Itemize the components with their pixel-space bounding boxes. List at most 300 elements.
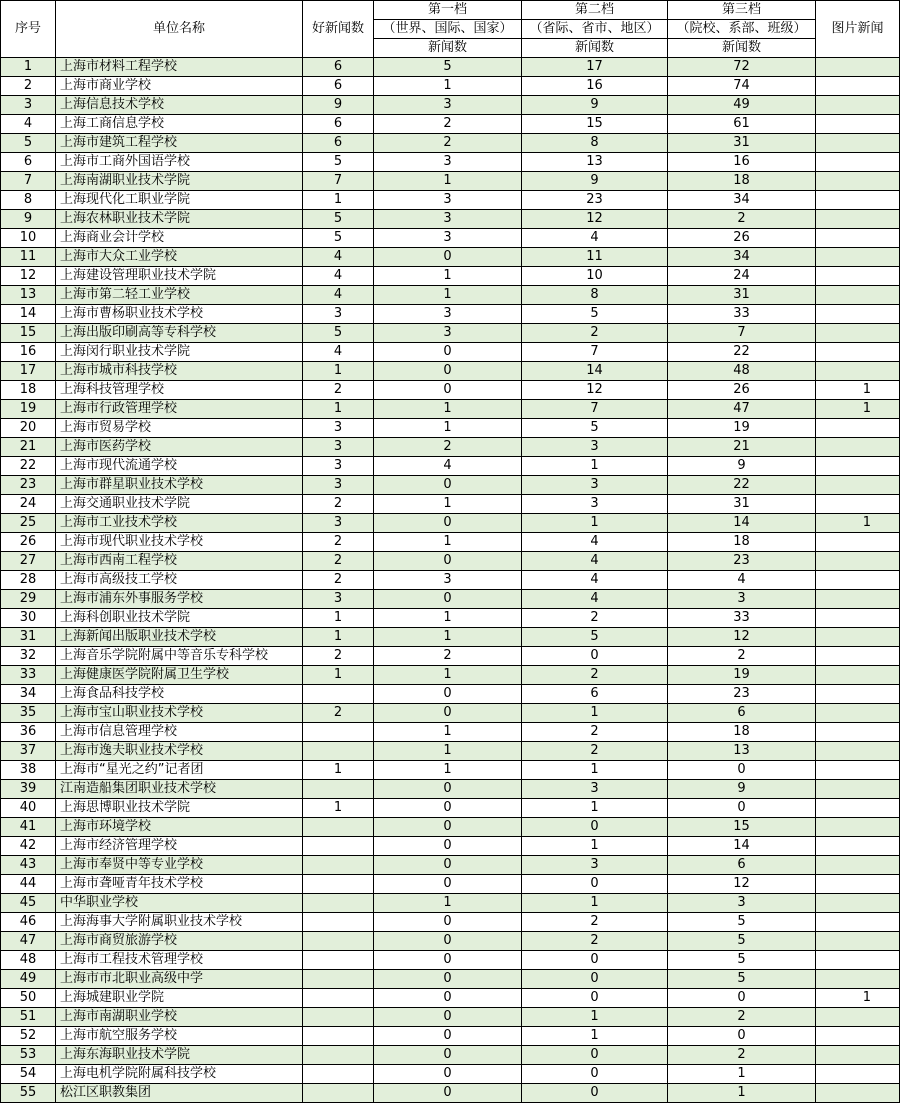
table-row — [1, 894, 900, 913]
cell-unit-name: 上海市宝山职业技术学校 — [56, 704, 303, 723]
table-row — [1, 476, 900, 495]
cell-tier1: 1 — [374, 609, 522, 628]
table-row — [1, 533, 900, 552]
cell-tier1: 0 — [374, 799, 522, 818]
cell-unit-name: 上海市曹杨职业技术学校 — [56, 305, 303, 324]
table-row — [1, 210, 900, 229]
cell-seq: 18 — [1, 381, 56, 400]
cell-seq: 50 — [1, 989, 56, 1008]
cell-good-news: 7 — [303, 172, 374, 191]
cell-tier2: 0 — [522, 818, 668, 837]
cell-good-news: 1 — [303, 666, 374, 685]
cell-good-news — [303, 685, 374, 704]
table-row — [1, 685, 900, 704]
cell-unit-name: 上海市工程技术管理学校 — [56, 951, 303, 970]
cell-tier2: 7 — [522, 400, 668, 419]
cell-picture-news — [816, 115, 900, 134]
cell-tier3: 1 — [668, 1084, 816, 1103]
cell-tier3: 72 — [668, 58, 816, 77]
cell-picture-news — [816, 970, 900, 989]
cell-good-news — [303, 1065, 374, 1084]
cell-tier2: 2 — [522, 324, 668, 343]
cell-seq: 8 — [1, 191, 56, 210]
cell-tier1: 1 — [374, 761, 522, 780]
cell-picture-news — [816, 780, 900, 799]
cell-picture-news — [816, 723, 900, 742]
cell-tier1: 3 — [374, 324, 522, 343]
cell-picture-news — [816, 362, 900, 381]
cell-tier3: 31 — [668, 134, 816, 153]
table-row — [1, 58, 900, 77]
table-row — [1, 761, 900, 780]
cell-tier2: 0 — [522, 970, 668, 989]
cell-unit-name: 上海农林职业技术学院 — [56, 210, 303, 229]
cell-unit-name: 上海市现代职业技术学校 — [56, 533, 303, 552]
cell-tier3: 12 — [668, 628, 816, 647]
cell-good-news — [303, 1046, 374, 1065]
cell-picture-news: 1 — [816, 381, 900, 400]
cell-unit-name: 上海市第二轻工业学校 — [56, 286, 303, 305]
cell-tier2: 0 — [522, 1065, 668, 1084]
cell-tier1: 3 — [374, 210, 522, 229]
cell-seq: 14 — [1, 305, 56, 324]
cell-picture-news — [816, 1046, 900, 1065]
cell-tier1: 0 — [374, 989, 522, 1008]
cell-picture-news — [816, 875, 900, 894]
cell-unit-name: 上海市航空服务学校 — [56, 1027, 303, 1046]
cell-tier1: 1 — [374, 172, 522, 191]
cell-seq: 36 — [1, 723, 56, 742]
cell-good-news — [303, 913, 374, 932]
cell-picture-news — [816, 894, 900, 913]
cell-unit-name: 上海海事大学附属职业技术学校 — [56, 913, 303, 932]
cell-picture-news — [816, 533, 900, 552]
cell-good-news: 2 — [303, 533, 374, 552]
cell-good-news: 1 — [303, 628, 374, 647]
cell-good-news: 6 — [303, 134, 374, 153]
table-row — [1, 96, 900, 115]
table-row — [1, 419, 900, 438]
cell-tier1: 3 — [374, 571, 522, 590]
cell-good-news: 1 — [303, 191, 374, 210]
cell-picture-news — [816, 229, 900, 248]
cell-unit-name: 上海市医药学校 — [56, 438, 303, 457]
header-tier1-title: 第一档 — [374, 1, 522, 20]
cell-tier1: 3 — [374, 96, 522, 115]
cell-unit-name: 松江区职教集团 — [56, 1084, 303, 1103]
table-row — [1, 1084, 900, 1103]
cell-tier2: 5 — [522, 305, 668, 324]
cell-seq: 17 — [1, 362, 56, 381]
cell-tier2: 10 — [522, 267, 668, 286]
cell-picture-news — [816, 1065, 900, 1084]
cell-tier1: 1 — [374, 533, 522, 552]
header-picture-news: 图片新闻 — [816, 1, 900, 58]
cell-tier2: 0 — [522, 989, 668, 1008]
cell-picture-news — [816, 324, 900, 343]
cell-tier2: 1 — [522, 514, 668, 533]
table-row — [1, 799, 900, 818]
table-row — [1, 856, 900, 875]
cell-tier1: 0 — [374, 381, 522, 400]
cell-good-news: 2 — [303, 552, 374, 571]
cell-seq: 20 — [1, 419, 56, 438]
cell-tier2: 0 — [522, 951, 668, 970]
cell-unit-name: 上海市建筑工程学校 — [56, 134, 303, 153]
table-row — [1, 704, 900, 723]
cell-tier1: 0 — [374, 1046, 522, 1065]
cell-tier3: 26 — [668, 381, 816, 400]
cell-tier2: 6 — [522, 685, 668, 704]
table-row — [1, 343, 900, 362]
cell-picture-news — [816, 932, 900, 951]
cell-seq: 32 — [1, 647, 56, 666]
table-row — [1, 723, 900, 742]
cell-good-news — [303, 932, 374, 951]
cell-tier3: 5 — [668, 932, 816, 951]
cell-unit-name: 上海市高级技工学校 — [56, 571, 303, 590]
cell-good-news: 3 — [303, 419, 374, 438]
cell-good-news: 3 — [303, 438, 374, 457]
cell-seq: 54 — [1, 1065, 56, 1084]
cell-unit-name: 上海市群星职业技术学校 — [56, 476, 303, 495]
cell-tier1: 1 — [374, 894, 522, 913]
cell-unit-name: 上海音乐学院附属中等音乐专科学校 — [56, 647, 303, 666]
cell-tier1: 0 — [374, 343, 522, 362]
cell-tier1: 0 — [374, 856, 522, 875]
cell-tier3: 34 — [668, 248, 816, 267]
cell-tier2: 12 — [522, 210, 668, 229]
cell-picture-news — [816, 1008, 900, 1027]
cell-tier1: 2 — [374, 134, 522, 153]
table-row — [1, 666, 900, 685]
cell-unit-name: 上海市“星光之约”记者团 — [56, 761, 303, 780]
table-row — [1, 324, 900, 343]
cell-tier2: 16 — [522, 77, 668, 96]
cell-tier2: 0 — [522, 1046, 668, 1065]
cell-seq: 40 — [1, 799, 56, 818]
cell-seq: 45 — [1, 894, 56, 913]
cell-tier1: 1 — [374, 495, 522, 514]
cell-tier3: 22 — [668, 476, 816, 495]
cell-tier3: 0 — [668, 761, 816, 780]
cell-good-news — [303, 951, 374, 970]
cell-tier3: 6 — [668, 856, 816, 875]
cell-tier3: 16 — [668, 153, 816, 172]
cell-good-news: 5 — [303, 153, 374, 172]
cell-tier1: 1 — [374, 723, 522, 742]
cell-good-news: 2 — [303, 647, 374, 666]
cell-tier3: 23 — [668, 552, 816, 571]
cell-tier2: 4 — [522, 571, 668, 590]
cell-seq: 38 — [1, 761, 56, 780]
cell-unit-name: 上海建设管理职业技术学院 — [56, 267, 303, 286]
cell-tier1: 3 — [374, 229, 522, 248]
cell-good-news: 6 — [303, 58, 374, 77]
cell-good-news: 1 — [303, 400, 374, 419]
cell-picture-news: 1 — [816, 514, 900, 533]
table-row — [1, 780, 900, 799]
cell-tier3: 31 — [668, 286, 816, 305]
cell-seq: 33 — [1, 666, 56, 685]
header-tier1-scope: （世界、国际、国家） — [374, 20, 522, 39]
cell-tier3: 34 — [668, 191, 816, 210]
table-row — [1, 514, 900, 533]
cell-picture-news — [816, 1084, 900, 1103]
cell-tier2: 9 — [522, 96, 668, 115]
cell-tier1: 1 — [374, 742, 522, 761]
table-row — [1, 837, 900, 856]
cell-tier1: 0 — [374, 1027, 522, 1046]
table-row — [1, 571, 900, 590]
cell-seq: 24 — [1, 495, 56, 514]
cell-tier1: 0 — [374, 590, 522, 609]
cell-unit-name: 上海食品科技学校 — [56, 685, 303, 704]
cell-unit-name: 上海市市北职业高级中学 — [56, 970, 303, 989]
cell-tier2: 2 — [522, 913, 668, 932]
cell-unit-name: 上海市大众工业学校 — [56, 248, 303, 267]
cell-tier3: 33 — [668, 305, 816, 324]
cell-seq: 30 — [1, 609, 56, 628]
cell-good-news — [303, 894, 374, 913]
cell-seq: 39 — [1, 780, 56, 799]
table-row — [1, 77, 900, 96]
table-row — [1, 951, 900, 970]
cell-good-news — [303, 970, 374, 989]
table-row — [1, 1027, 900, 1046]
table-row — [1, 457, 900, 476]
table-row — [1, 134, 900, 153]
cell-tier2: 1 — [522, 1008, 668, 1027]
cell-picture-news — [816, 343, 900, 362]
cell-tier3: 22 — [668, 343, 816, 362]
cell-seq: 12 — [1, 267, 56, 286]
cell-tier3: 61 — [668, 115, 816, 134]
cell-seq: 44 — [1, 875, 56, 894]
table-row — [1, 1065, 900, 1084]
cell-tier1: 0 — [374, 362, 522, 381]
cell-unit-name: 上海闵行职业技术学院 — [56, 343, 303, 362]
table-row — [1, 552, 900, 571]
cell-tier2: 1 — [522, 704, 668, 723]
cell-tier3: 49 — [668, 96, 816, 115]
cell-tier2: 5 — [522, 628, 668, 647]
cell-unit-name: 上海市商业学校 — [56, 77, 303, 96]
cell-picture-news — [816, 837, 900, 856]
table-row — [1, 115, 900, 134]
cell-seq: 23 — [1, 476, 56, 495]
cell-tier2: 8 — [522, 134, 668, 153]
cell-unit-name: 上海东海职业技术学院 — [56, 1046, 303, 1065]
cell-tier1: 0 — [374, 514, 522, 533]
cell-good-news: 3 — [303, 305, 374, 324]
table-row — [1, 932, 900, 951]
cell-tier1: 1 — [374, 77, 522, 96]
cell-unit-name: 上海科技管理学校 — [56, 381, 303, 400]
cell-seq: 25 — [1, 514, 56, 533]
cell-unit-name: 上海市浦东外事服务学校 — [56, 590, 303, 609]
cell-seq: 31 — [1, 628, 56, 647]
header-tier3-scope: （院校、系部、班级） — [668, 20, 816, 39]
header-tier2-unit: 新闻数 — [522, 39, 668, 58]
cell-picture-news — [816, 552, 900, 571]
cell-good-news: 2 — [303, 571, 374, 590]
cell-seq: 6 — [1, 153, 56, 172]
cell-tier3: 5 — [668, 913, 816, 932]
cell-seq: 27 — [1, 552, 56, 571]
cell-tier3: 12 — [668, 875, 816, 894]
cell-tier3: 0 — [668, 1027, 816, 1046]
cell-tier2: 2 — [522, 666, 668, 685]
cell-picture-news — [816, 799, 900, 818]
cell-tier1: 1 — [374, 286, 522, 305]
cell-seq: 7 — [1, 172, 56, 191]
cell-good-news: 3 — [303, 457, 374, 476]
cell-good-news — [303, 723, 374, 742]
table-body — [1, 58, 900, 1103]
cell-seq: 10 — [1, 229, 56, 248]
cell-unit-name: 上海市经济管理学校 — [56, 837, 303, 856]
cell-unit-name: 上海市聋哑青年技术学校 — [56, 875, 303, 894]
cell-picture-news — [816, 305, 900, 324]
cell-good-news: 3 — [303, 514, 374, 533]
cell-unit-name: 上海健康医学院附属卫生学校 — [56, 666, 303, 685]
cell-picture-news — [816, 153, 900, 172]
cell-tier1: 2 — [374, 438, 522, 457]
cell-good-news: 2 — [303, 704, 374, 723]
cell-picture-news — [816, 571, 900, 590]
cell-good-news: 2 — [303, 381, 374, 400]
cell-good-news — [303, 856, 374, 875]
cell-tier2: 23 — [522, 191, 668, 210]
cell-tier3: 14 — [668, 837, 816, 856]
cell-tier3: 2 — [668, 1046, 816, 1065]
cell-tier2: 12 — [522, 381, 668, 400]
cell-good-news: 1 — [303, 799, 374, 818]
cell-good-news: 5 — [303, 324, 374, 343]
cell-seq: 3 — [1, 96, 56, 115]
cell-tier1: 0 — [374, 685, 522, 704]
cell-picture-news — [816, 609, 900, 628]
cell-seq: 29 — [1, 590, 56, 609]
cell-unit-name: 上海信息技术学校 — [56, 96, 303, 115]
cell-tier3: 14 — [668, 514, 816, 533]
cell-tier3: 74 — [668, 77, 816, 96]
cell-unit-name: 江南造船集团职业技术学校 — [56, 780, 303, 799]
cell-tier2: 15 — [522, 115, 668, 134]
cell-tier2: 3 — [522, 495, 668, 514]
cell-tier1: 0 — [374, 913, 522, 932]
cell-unit-name: 上海市商贸旅游学校 — [56, 932, 303, 951]
cell-tier2: 2 — [522, 609, 668, 628]
cell-tier2: 4 — [522, 229, 668, 248]
cell-tier3: 3 — [668, 894, 816, 913]
cell-tier2: 7 — [522, 343, 668, 362]
cell-good-news: 4 — [303, 286, 374, 305]
cell-tier3: 31 — [668, 495, 816, 514]
cell-unit-name: 上海市贸易学校 — [56, 419, 303, 438]
cell-picture-news — [816, 96, 900, 115]
cell-good-news — [303, 1084, 374, 1103]
cell-unit-name: 上海市工商外国语学校 — [56, 153, 303, 172]
cell-good-news: 1 — [303, 761, 374, 780]
table-row — [1, 609, 900, 628]
header-tier3-unit: 新闻数 — [668, 39, 816, 58]
cell-picture-news — [816, 685, 900, 704]
cell-unit-name: 上海交通职业技术学院 — [56, 495, 303, 514]
cell-good-news — [303, 780, 374, 799]
cell-seq: 37 — [1, 742, 56, 761]
cell-tier2: 1 — [522, 837, 668, 856]
cell-unit-name: 上海市环境学校 — [56, 818, 303, 837]
cell-unit-name: 上海市材料工程学校 — [56, 58, 303, 77]
cell-tier2: 2 — [522, 723, 668, 742]
table-row — [1, 1046, 900, 1065]
cell-tier1: 2 — [374, 647, 522, 666]
cell-tier3: 2 — [668, 210, 816, 229]
cell-seq: 22 — [1, 457, 56, 476]
cell-picture-news — [816, 856, 900, 875]
cell-good-news — [303, 1027, 374, 1046]
cell-tier2: 3 — [522, 438, 668, 457]
cell-good-news: 5 — [303, 210, 374, 229]
cell-tier3: 0 — [668, 989, 816, 1008]
table-row — [1, 381, 900, 400]
cell-unit-name: 上海工商信息学校 — [56, 115, 303, 134]
cell-unit-name: 上海电机学院附属科技学校 — [56, 1065, 303, 1084]
cell-tier1: 0 — [374, 951, 522, 970]
cell-unit-name: 上海南湖职业技术学院 — [56, 172, 303, 191]
cell-tier2: 0 — [522, 647, 668, 666]
cell-good-news: 4 — [303, 343, 374, 362]
cell-tier3: 47 — [668, 400, 816, 419]
cell-unit-name: 上海市南湖职业学校 — [56, 1008, 303, 1027]
cell-tier2: 0 — [522, 875, 668, 894]
cell-good-news — [303, 837, 374, 856]
table-row — [1, 970, 900, 989]
cell-unit-name: 上海商业会计学校 — [56, 229, 303, 248]
cell-tier1: 5 — [374, 58, 522, 77]
table-row — [1, 191, 900, 210]
cell-tier2: 4 — [522, 533, 668, 552]
cell-unit-name: 中华职业学校 — [56, 894, 303, 913]
cell-good-news: 3 — [303, 590, 374, 609]
cell-seq: 9 — [1, 210, 56, 229]
cell-tier3: 9 — [668, 457, 816, 476]
cell-tier3: 21 — [668, 438, 816, 457]
cell-good-news — [303, 818, 374, 837]
cell-seq: 35 — [1, 704, 56, 723]
cell-picture-news — [816, 628, 900, 647]
cell-picture-news — [816, 419, 900, 438]
cell-good-news: 4 — [303, 248, 374, 267]
table-row — [1, 647, 900, 666]
table-row — [1, 1008, 900, 1027]
cell-picture-news — [816, 666, 900, 685]
cell-tier3: 1 — [668, 1065, 816, 1084]
table-row — [1, 153, 900, 172]
cell-picture-news — [816, 286, 900, 305]
cell-good-news — [303, 742, 374, 761]
cell-tier2: 8 — [522, 286, 668, 305]
cell-tier1: 2 — [374, 115, 522, 134]
table-row — [1, 438, 900, 457]
cell-tier1: 4 — [374, 457, 522, 476]
header-tier2-scope: （省际、省市、地区） — [522, 20, 668, 39]
cell-tier2: 13 — [522, 153, 668, 172]
cell-tier3: 0 — [668, 799, 816, 818]
table-row — [1, 742, 900, 761]
